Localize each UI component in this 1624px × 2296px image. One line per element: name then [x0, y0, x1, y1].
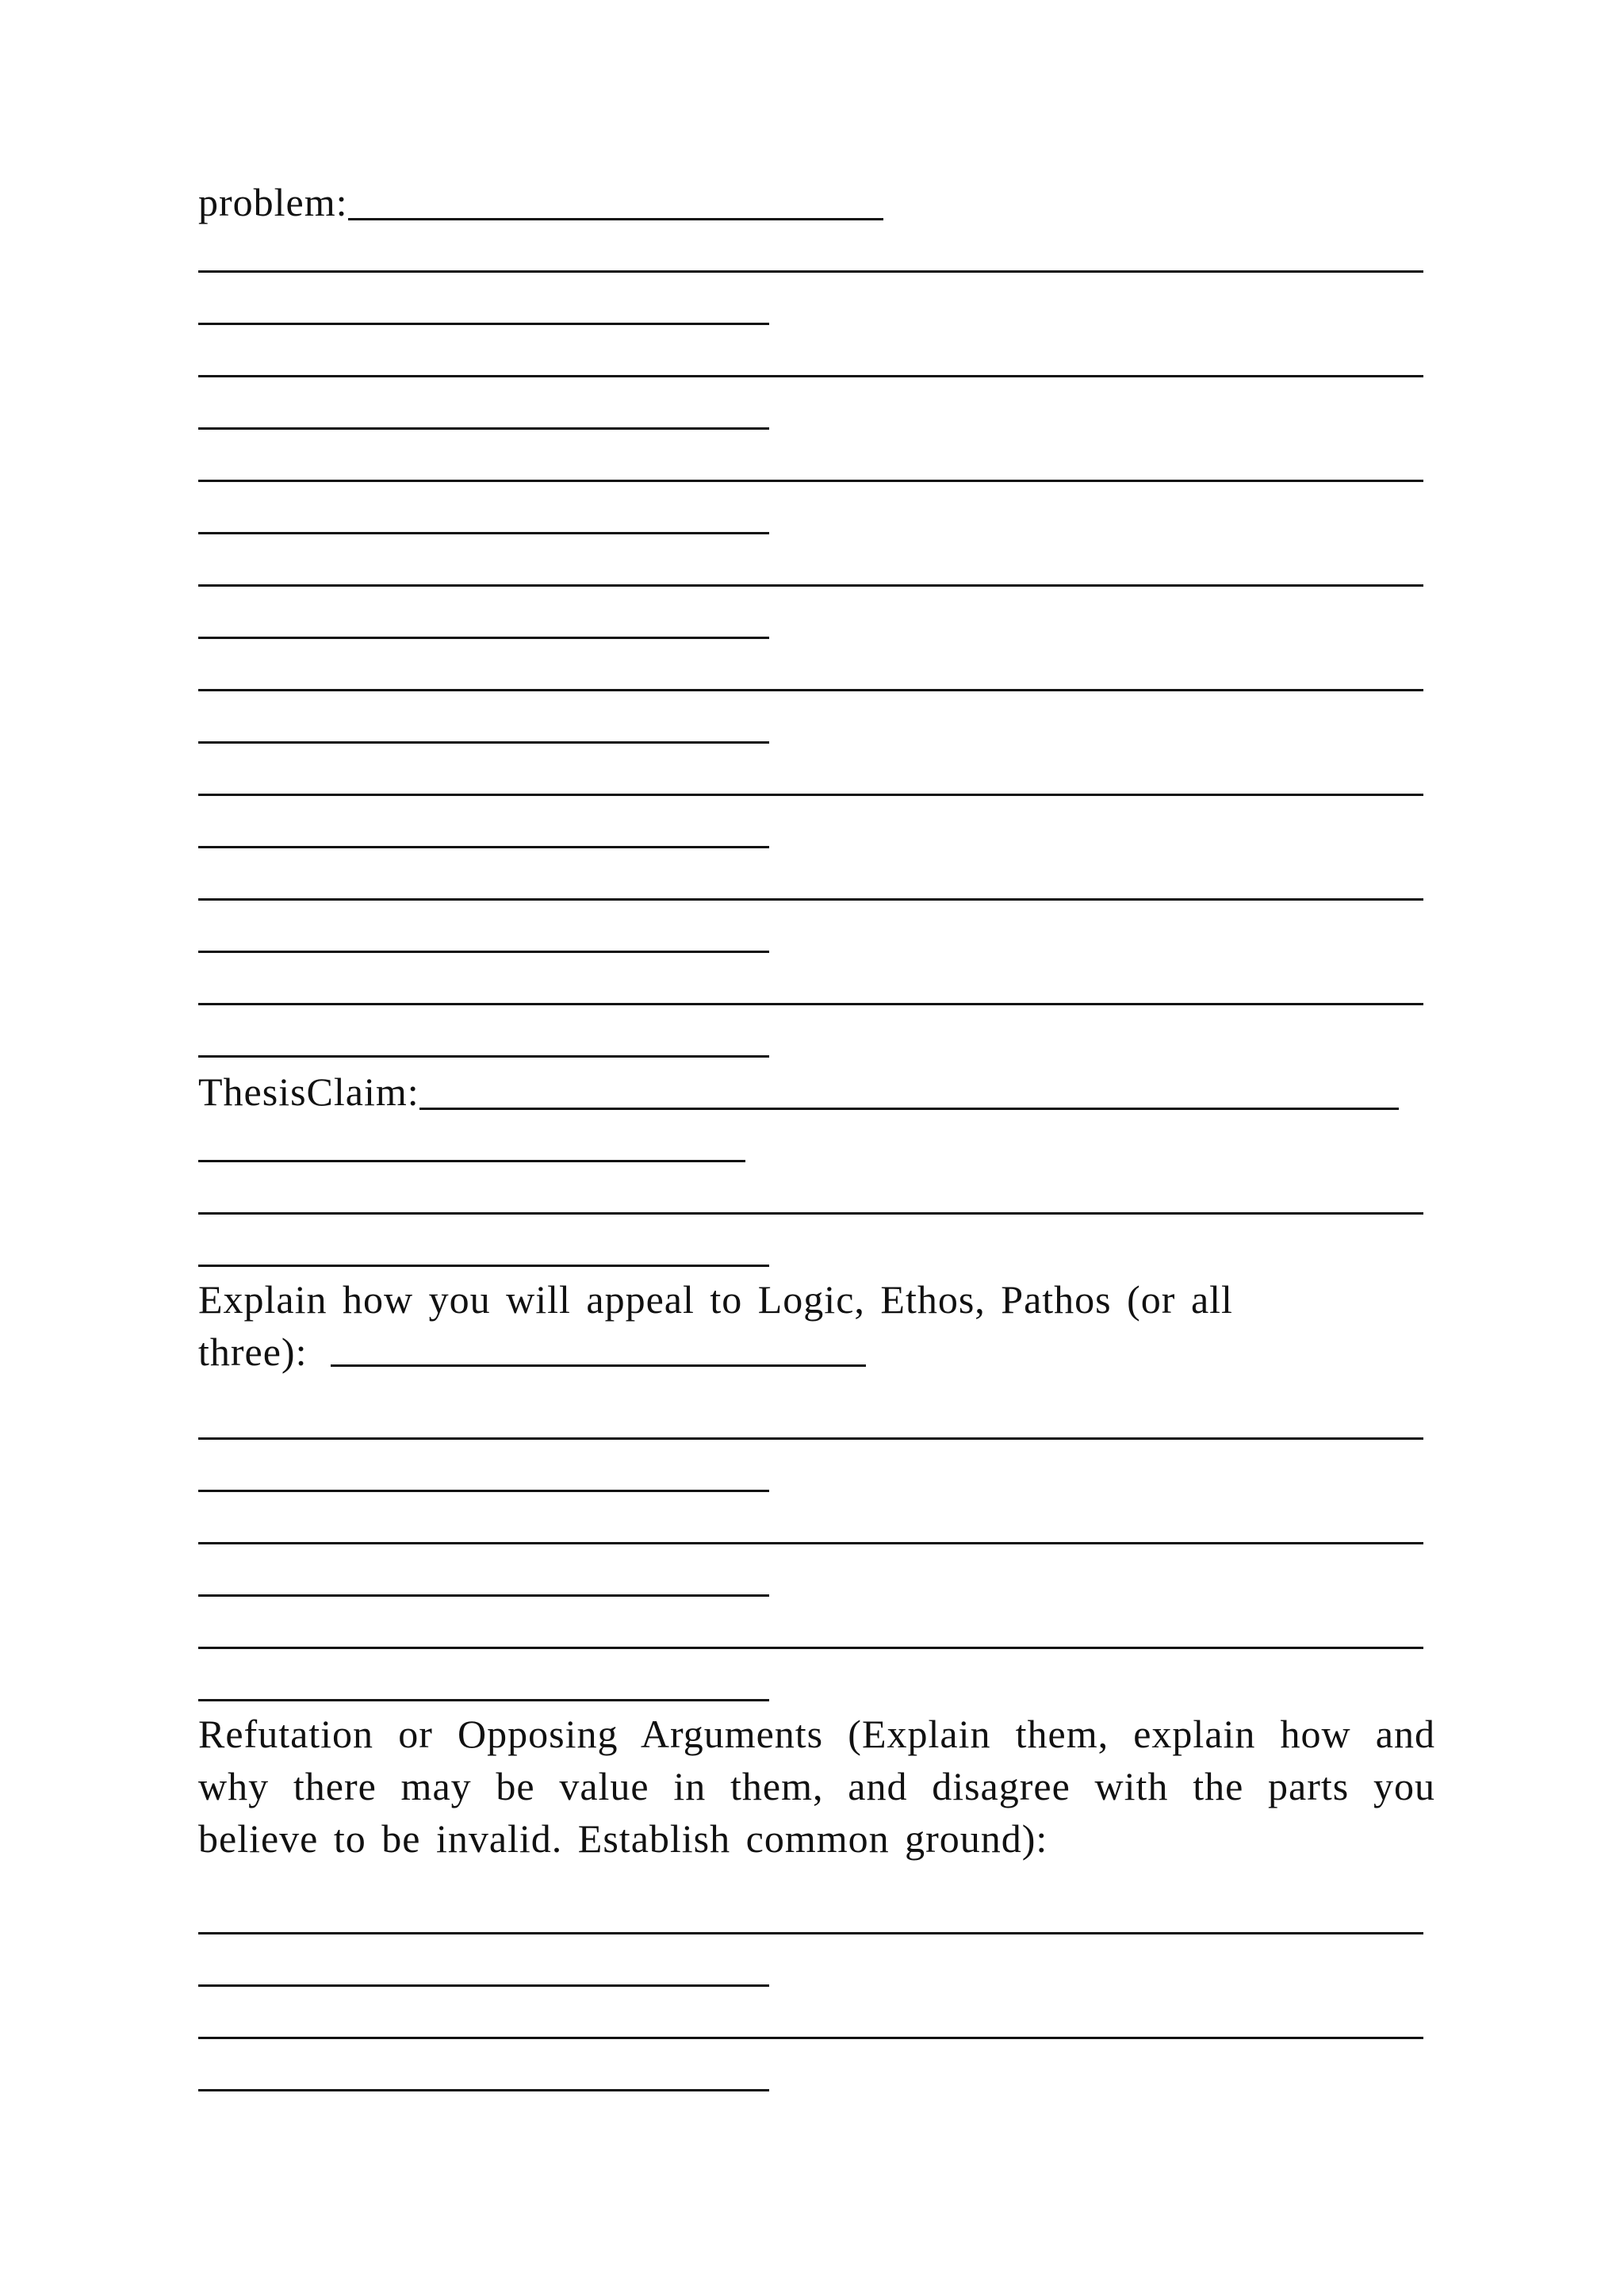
answer-line[interactable] — [198, 1647, 1423, 1649]
answer-line[interactable] — [198, 741, 769, 744]
thesis-answer-line[interactable] — [419, 1108, 1399, 1110]
appeal-prompt — [198, 1273, 1435, 1378]
answer-line[interactable] — [198, 1594, 769, 1597]
answer-line[interactable] — [198, 1437, 1423, 1440]
answer-line[interactable] — [198, 584, 1423, 587]
appeal-prompt-line2: three): — [198, 1330, 308, 1374]
answer-line[interactable] — [198, 846, 769, 848]
appeal-prompt-line1: Explain how you will appeal to Logic, Ethos, Pathos (or all — [198, 1277, 1233, 1322]
answer-line[interactable] — [198, 375, 1423, 377]
answer-line[interactable] — [198, 1932, 1423, 1934]
problem-label: problem: — [198, 180, 348, 224]
answer-line[interactable] — [198, 1055, 769, 1058]
answer-line[interactable] — [198, 1984, 769, 1987]
answer-line[interactable] — [198, 1490, 769, 1492]
thesis-row — [198, 1064, 1435, 1116]
answer-line[interactable] — [198, 427, 769, 430]
appeal-answer-line[interactable] — [331, 1364, 866, 1367]
worksheet-page — [198, 174, 1435, 2098]
answer-line[interactable] — [198, 1265, 769, 1267]
answer-line[interactable] — [198, 1160, 745, 1162]
answer-line[interactable] — [198, 2037, 1423, 2039]
answer-line[interactable] — [198, 637, 769, 639]
answer-line[interactable] — [198, 532, 769, 534]
answer-line[interactable] — [198, 270, 1423, 273]
answer-line[interactable] — [198, 689, 1423, 691]
answer-line[interactable] — [198, 898, 1423, 901]
answer-line[interactable] — [198, 1699, 769, 1701]
problem-answer-line[interactable] — [348, 218, 883, 220]
answer-line[interactable] — [198, 480, 1423, 482]
answer-line[interactable] — [198, 1212, 1423, 1215]
refutation-prompt: Refutation or Opposing Arguments (Explain them, explain how and why there may be value in them, and disagree with the parts you believe to be invalid. Establish common ground): — [198, 1712, 1435, 1861]
answer-line[interactable] — [198, 323, 769, 325]
answer-line[interactable] — [198, 1542, 1423, 1544]
problem-row — [198, 174, 1435, 227]
problem-answer-lines — [198, 227, 1435, 1064]
answer-line[interactable] — [198, 1003, 1423, 1005]
thesis-label: ThesisClaim: — [198, 1070, 419, 1114]
answer-line[interactable] — [198, 951, 769, 953]
answer-line[interactable] — [198, 794, 1423, 796]
answer-line[interactable] — [198, 2089, 769, 2091]
